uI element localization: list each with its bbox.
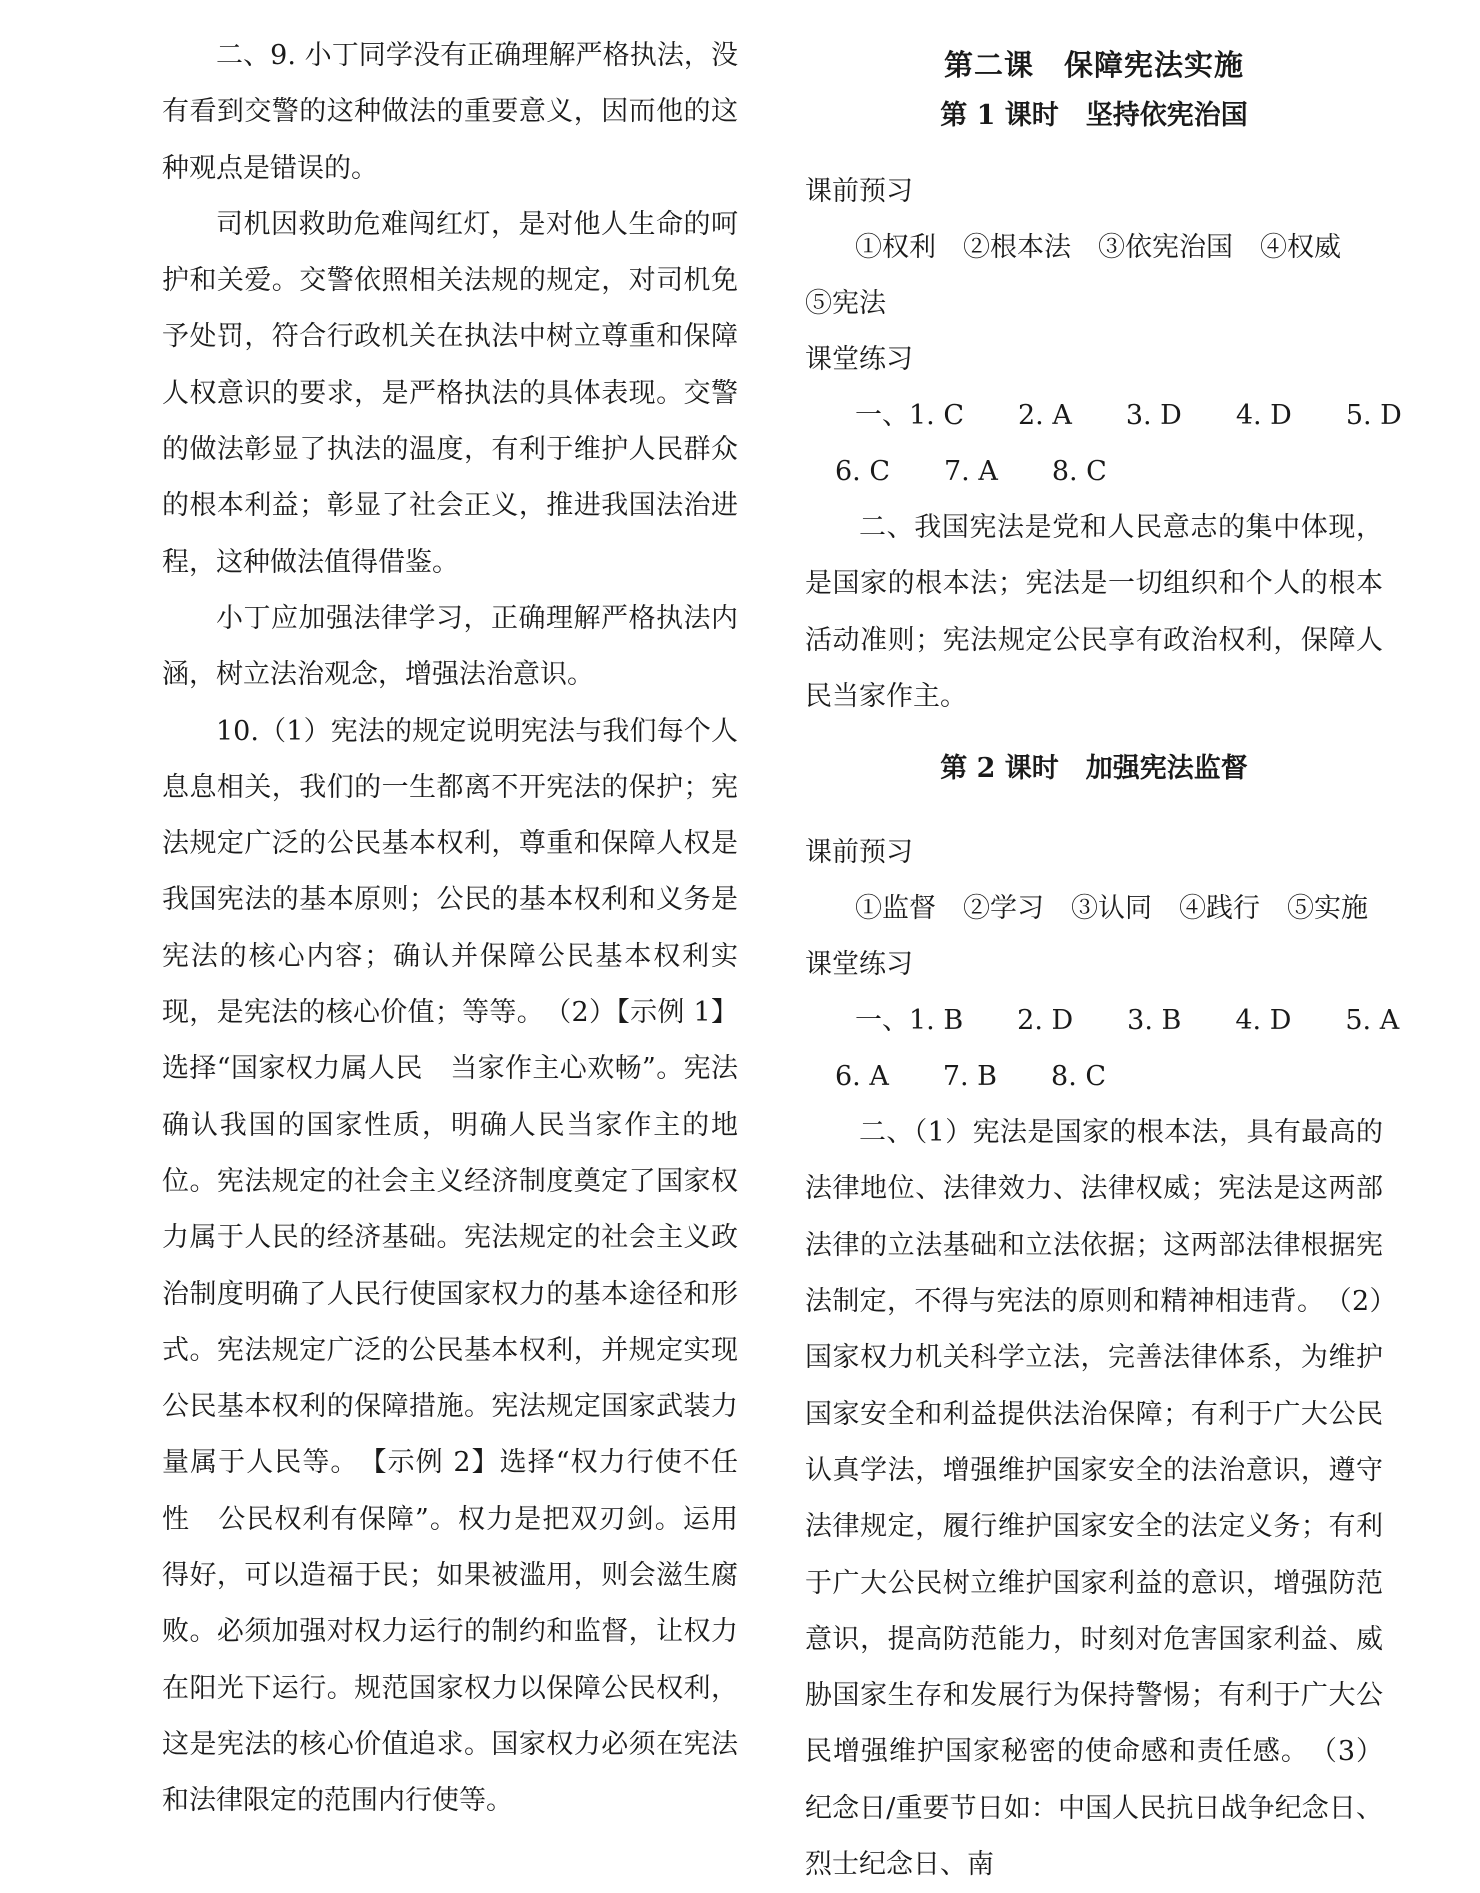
period-2-mc-line-1: 一、1. B 2. D 3. B 4. D 5. A [855, 1005, 1400, 1037]
period-1-practice-label: 课堂练习 [805, 344, 913, 375]
answer-9-intro: 二、9. 小丁同学没有正确理解严格执法，没有看到交警的这种做法的重要意义，因而他的这种观点是错误的。 [162, 40, 738, 184]
period-2-title: 第 2 课时 加强宪法监督 [940, 753, 1248, 785]
period-2-answer-2: 二、（1）宪法是国家的根本法，具有最高的法律地位、法律效力、法律权威；宪法是这两部法律的立法基础和立法依据；这两部法律根据宪法制定，不得与宪法的原则和精神相违背。 （2）国家权力机关科学立法，完善法律体系，为维护国家安全和利益提供法治保障；有利于广大公民认真学法，增强维护国家安全的法治意识，遵守法律规定，履行维护国家安全的法定义务；有利于广大公民树立维护国家利益的意识，增强防范意识，提高防范能力，时刻对危害国家利益、威胁国家生存和发展行为保持警惕；有利于广大公民增强维护国家秘密的使命感和责任感。 （3）纪念日/重要节日如：中国人民抗日战争纪念日、烈士纪念日、南 [805, 1117, 1383, 1881]
right-column [805, 28, 1402, 1893]
period-2-practice-label: 课堂练习 [805, 949, 913, 981]
answer-9-advice: 小丁应加强法律学习，正确理解严格执法内涵，树立法治观念，增强法治意识。 [162, 602, 738, 691]
period-2-preview-label: 课前预习 [805, 837, 913, 869]
answer-9-analysis: 司机因救助危难闯红灯，是对他人生命的呵护和关爱。交警依照相关法规的规定，对司机免予处罚，符合行政机关在执法中树立尊重和保障人权意识的要求，是严格执法的具体表现。交警的做法彰显了执法的温度，有利于维护人民群众的根本利益；彰显了社会正义，推进我国法治进程，这种做法值得借鉴。 [162, 208, 738, 578]
lesson-title: 第二课 保障宪法实施 [943, 48, 1244, 82]
period-1-title: 第 1 课时 坚持依宪治国 [940, 100, 1248, 131]
period-1-preview-label: 课前预习 [805, 176, 913, 207]
period-1-preview-line-1: ①权利 ②根本法 ③依宪治国 ④权威 [855, 232, 1341, 263]
period-1-answer-2: 二、我国宪法是党和人民意志的集中体现，是国家的根本法；宪法是一切组织和个人的根本活动准则；宪法规定公民享有政治权利，保障人民当家作主。 [805, 512, 1383, 712]
period-2-mc-line-2: 6. A 7. B 8. C [835, 1061, 1107, 1093]
period-1-mc-line-1: 一、1. C 2. A 3. D 4. D 5. D [855, 400, 1402, 431]
period-1-mc-line-2: 6. C 7. A 8. C [835, 456, 1107, 487]
answer-10: 10.（1）宪法的规定说明宪法与我们每个人息息相关，我们的一生都离不开宪法的保护；宪法规定广泛的公民基本权利，尊重和保障人权是我国宪法的基本原则；公民的基本权利和义务是宪法的核心内容；确认并保障公民基本权利实现，是宪法的核心价值；等等。 （2）【示例 1】选择“国家权力属人民 当家作主心欢畅”。宪法确认我国的国家性质，明确人民当家作主的地位。宪法规定的社会主义经济制度奠定了国家权力属于人民的经济基础。宪法规定的社会主义政治制度明确了人民行使国家权力的基本途径和形式。宪法规定广泛的公民基本权利，并规定实现公民基本权利的保障措施。宪法规定国家武装力量属于人民等。 【示例 2】选择“权力行使不任性 公民权利有保障”。权力是把双刃剑。运用得好，可以造福于民；如果被滥用，则会滋生腐败。必须加强对权力运行的制约和监督，让权力在阳光下运行。规范国家权力以保障公民权利，这是宪法的核心价值追求。国家权力必须在宪法和法律限定的范围内行使等。 [162, 715, 738, 1817]
period-1-preview-line-2: ⑤宪法 [805, 288, 886, 319]
left-column [162, 28, 738, 1830]
period-2-preview-line-1: ①监督 ②学习 ③认同 ④践行 ⑤实施 [855, 893, 1368, 925]
